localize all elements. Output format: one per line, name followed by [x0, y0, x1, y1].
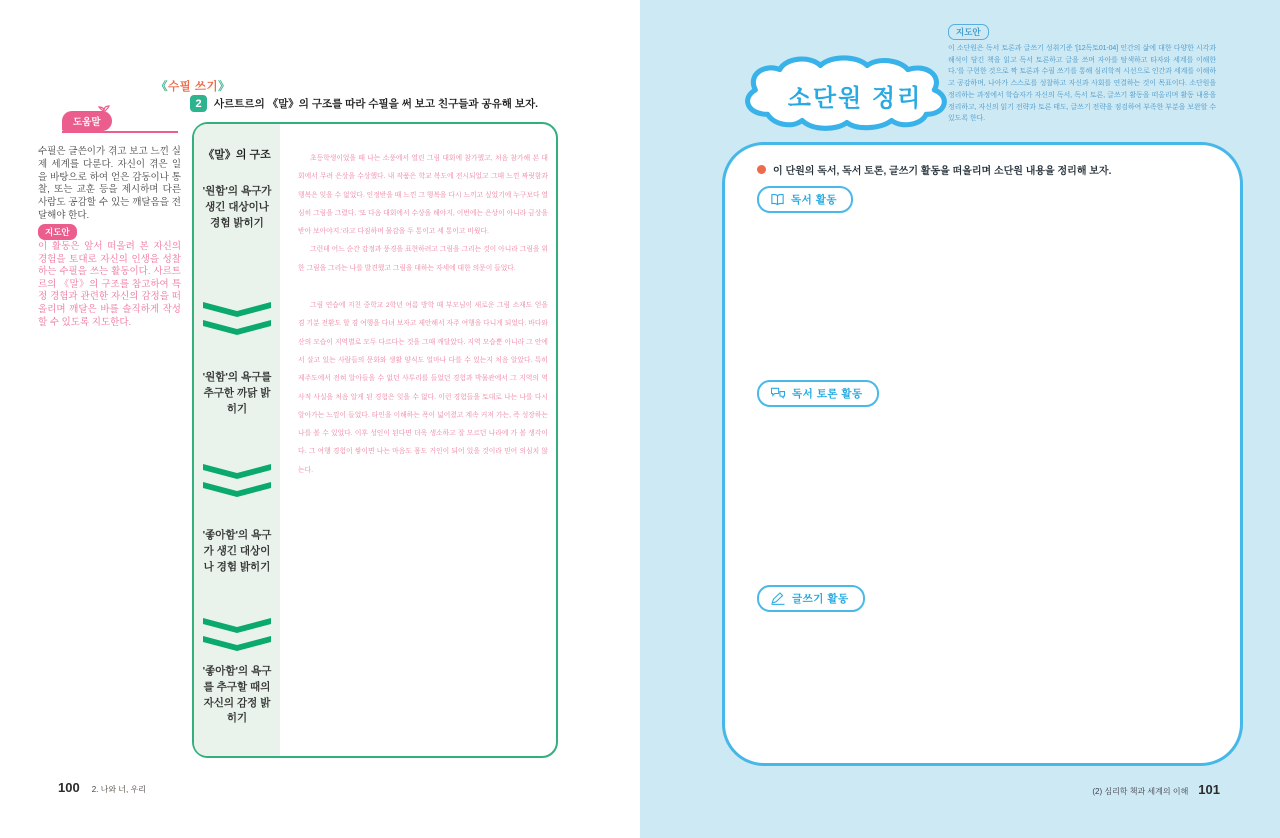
section-title-writing: 글쓰기 활동 [792, 593, 849, 605]
diagram-step-1: '원함'의 욕구가 생긴 대상이나 경험 밝히기 [202, 185, 272, 229]
bullet-icon [757, 165, 766, 174]
section-title-reading: 독서 활동 [791, 194, 837, 206]
unit-summary-title-cloud [733, 54, 977, 134]
teacher-note-right [948, 22, 1216, 125]
help-underline [62, 131, 178, 133]
page-number-right: 101 [1198, 782, 1220, 797]
help-text: 수필은 글쓴이가 겪고 보고 느낀 실제 세계를 다룬다. 자신이 겪은 일을 바탕으로 하여 얻은 감동이나 통찰, 또는 교훈 등을 제시하며 다른 사람도 공감할 수 있는 깨달음을 전달해야 한다. [38, 146, 181, 221]
teacher-note-badge-right: 지도안 [948, 24, 989, 40]
teacher-note-badge-left: 지도안 [38, 224, 77, 240]
diagram-step-4: '좋아함'의 욕구를 추구할 때의 자신의 감정 밝히기 [202, 665, 272, 725]
help-badge: 도움말 [62, 111, 112, 131]
chapter-title-left: 2. 나와 너, 우리 [91, 785, 146, 794]
section-tab-reading [757, 186, 853, 213]
intro-line [757, 162, 1111, 177]
unit-summary-title: 소단원 정리 [787, 85, 923, 112]
essay-paragraph-2: 그런데 어느 순간 감정과 풍경을 표현하려고 그림을 그리는 것이 아니라 그림을 위한 그림을 그리는 나를 발견했고 그림을 대하는 자세에 대한 의문이 들었다. [298, 246, 548, 272]
summary-panel [722, 142, 1243, 766]
essay-structure-diagram [192, 122, 558, 758]
sample-essay [298, 150, 548, 480]
book-icon [770, 193, 785, 206]
activity-number-badge: 2 [190, 95, 207, 112]
sprout-icon [98, 104, 110, 114]
page-number-left: 100 [58, 780, 80, 795]
diagram-step-3: '좋아함'의 욕구가 생긴 대상이나 경험 밝히기 [202, 529, 272, 573]
section-title-discussion: 독서 토론 활동 [792, 388, 863, 400]
bracket-close: 》 [218, 81, 231, 93]
teacher-note-text-right: 이 소단원은 독서 토론과 글쓰기 성취기준 '[12독토01-04] 인간의 삶에 대한 다양한 시각과 해석이 담긴 책을 읽고 독서 토론하고 글을 쓰며 자아를 탐색하고 타자와 세계를 이해한다.'를 구현한 것으로 짝 토론과 수필 쓰기를 통해 심리학적 시선으로 인간과 세계를 이해하고 공감하며, 나아가 스스로를 성찰하고 자신과 사회를 연결하는 것이 목표이다. 소단원을 정리하는 과정에서 학습자가 자신의 독서, 독서 토론, 글쓰기 활동을 떠올리며 활동 내용을 정리하고, 자신의 읽기 전략과 토론 태도, 글쓰기 전략을 점검하여 부족한 부분을 보완할 수 있도록 한다. [948, 45, 1216, 123]
chat-icon [770, 387, 786, 400]
section-label-essay-writing [156, 78, 230, 94]
right-page-footer [980, 782, 1220, 797]
bracket-open: 《 [156, 81, 168, 93]
pen-icon [770, 592, 786, 605]
essay-paragraph-1: 초등학생이었을 때 나는 소풍에서 열린 그림 대회에 참가했고, 처음 참가해 본 대회에서 무려 은상을 수상했다. 내 작품은 학교 복도에 전시되었고 그때 느낀 짜릿함과 행복은 잊을 수 없었다. 인정받을 때 느낀 그 행복을 다시 느끼고 싶었기에 누구보다 열심히 그림을 그렸다. '또 다음 대회에서 수상을 해야지, 이번에는 은상이 아니라 금상을 받아 보아야지.'라고 다짐하며 물감을 두 통이고 세 통이고 비웠다. [298, 155, 548, 236]
section-tab-discussion [757, 380, 879, 407]
intro-text: 이 단원의 독서, 독서 토론, 글쓰기 활동을 떠올리며 소단원 내용을 정리해 보자. [773, 166, 1112, 177]
teacher-note-text-left: 이 활동은 앞서 떠올려 본 자신의 경험을 토대로 자신의 인생을 성찰하는 수필을 쓰는 활동이다. 사르트르의 《말》의 구조를 참고하여 특정 경험과 관련한 자신의 감정을 떠올리며 깨달은 바를 솔직하게 작성할 수 있도록 지도한다. [38, 241, 181, 328]
activity-instruction: 사르트르의 《말》의 구조를 따라 수필을 써 보고 친구들과 공유해 보자. [214, 98, 539, 110]
diagram-header: 《말》의 구조 [203, 149, 271, 161]
diagram-step-2: '원함'의 욕구를 추구한 까닭 밝히기 [202, 371, 272, 415]
section-label-text: 수필 쓰기 [168, 81, 219, 93]
left-page-footer [58, 780, 146, 795]
section-tab-writing [757, 585, 865, 612]
activity-heading [190, 95, 538, 112]
essay-paragraph-3: 그림 연습에 지친 중학교 2학년 여름 방학 때 부모님이 새로운 그림 소재도 얻을 겸 기분 전환도 할 겸 여행을 다녀 보자고 제안해서 자주 여행을 다니게 되었다. 바다와 산의 모습이 지역별로 모두 다르다는 것을 그때 깨달았다. 지역 모습뿐 아니라 그 안에서 살고 있는 사람들의 문화와 생활 양식도 얼마나 다를 수 있는지 처음 알았다. 특히 제주도에서 전혀 알아들을 수 없던 사투리를 들었던 경험과 박물관에서 그 지역의 역사적 사실을 처음 알게 된 경험은 잊을 수 없다. 이런 경험들을 토대로 나는 나를 다시 알아가는 느낌이 들었다. 타인을 이해하는 폭이 넓어졌고 계속 커져 가는, 즉 성장하는 나를 볼 수 있었다. 이후 성인이 된다면 더욱 생소하고 잘 모르던 나라에 가 볼 생각이다. 그 여행 경험이 쌓이면 나는 마음도 몸도 거인이 되어 있을 것이라 믿어 의심치 않는다. [298, 302, 548, 474]
chapter-title-right: (2) 심리학 책과 세계의 이해 [1092, 787, 1189, 796]
